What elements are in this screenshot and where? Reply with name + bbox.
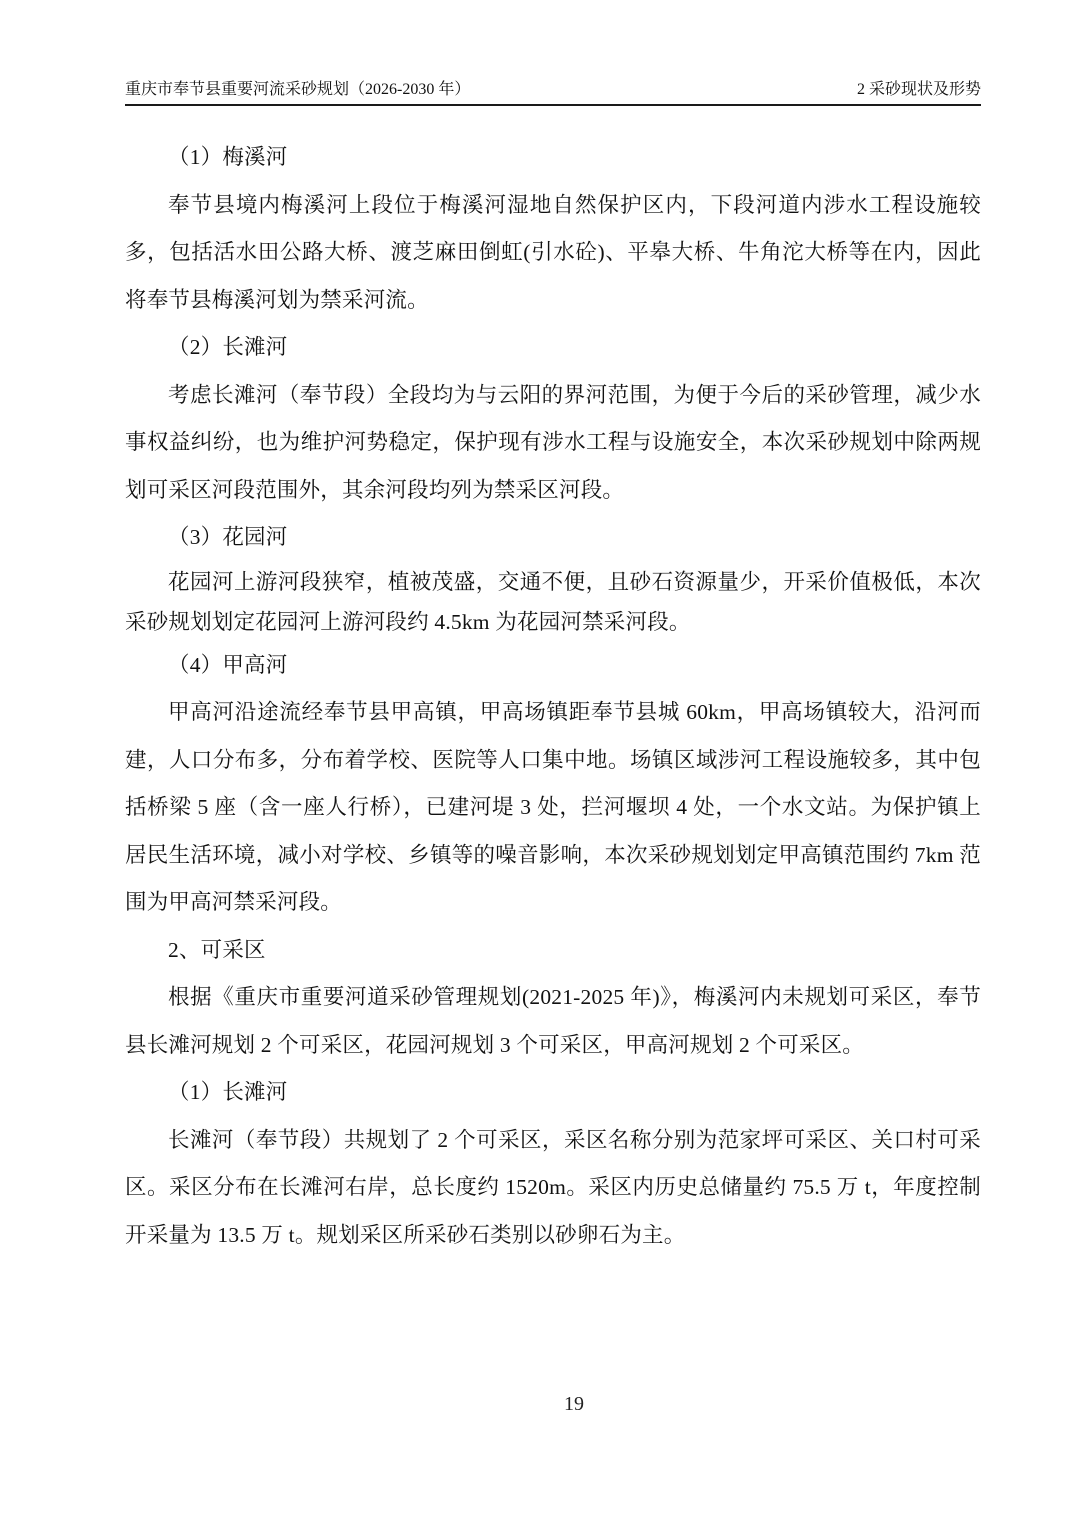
document-body [125, 134, 981, 1259]
header-chapter-title: 2 采砂现状及形势 [856, 81, 981, 98]
subsection-heading-changtan-mineable: （1）长滩河 [168, 1080, 288, 1104]
section-heading-mineable-zones: 2、可采区 [168, 937, 266, 962]
page-number: 19 [564, 1393, 584, 1415]
subsection-heading-meixi-river: （1）梅溪河 [168, 145, 288, 169]
paragraph-huayuan-river: 花园河上游河段狭窄，植被茂盛，交通不便，且砂石资源量少，开采价值极低，本次采砂规划划定花园河上游河段约 4.5km 为花园河禁采河段。 [125, 569, 981, 634]
page-header [125, 80, 981, 106]
paragraph-meixi-river: 奉节县境内梅溪河上段位于梅溪河湿地自然保护区内，下段河道内涉水工程设施较多，包括活水田公路大桥、渡芝麻田倒虹(引水砼)、平皋大桥、牛角沱大桥等在内，因此将奉节县梅溪河划为禁采河流。 [125, 192, 981, 312]
paragraph-jiagao-river: 甲高河沿途流经奉节县甲高镇，甲高场镇距奉节县城 60km，甲高场镇较大，沿河而建，人口分布多，分布着学校、医院等人口集中地。场镇区域涉河工程设施较多，其中包括桥梁 5 座（含一座人行桥），已建河堤 3 处，拦河堰坝 4 处，一个水文站。为保护镇上居民生活环境，减小对学校、乡镇等的噪音影响，本次采砂规划划定甲高镇范围约 7km 范围为甲高河禁采河段。 [125, 700, 981, 914]
paragraph-changtan-mineable: 长滩河（奉节段）共规划了 2 个可采区，采区名称分别为范家坪可采区、关口村可采区。采区分布在长滩河右岸，总长度约 1520m。采区内历史总储量约 75.5 万 t，年度控制开采量为 13.5 万 t。规划采区所采砂石类别以砂卵石为主。 [125, 1127, 981, 1247]
subsection-heading-changtan-river: （2）长滩河 [168, 335, 288, 359]
paragraph-changtan-river: 考虑长滩河（奉节段）全段均为与云阳的界河范围，为便于今后的采砂管理，减少水事权益纠纷，也为维护河势稳定，保护现有涉水工程与设施安全，本次采砂规划中除两规划可采区河段范围外，其余河段均列为禁采区河段。 [125, 382, 981, 502]
header-document-title: 重庆市奉节县重要河流采砂规划（2026-2030 年） [125, 81, 471, 98]
paragraph-mineable-zones-overview: 根据《重庆市重要河道采砂管理规划(2021-2025 年)》，梅溪河内未规划可采区，奉节县长滩河规划 2 个可采区，花园河规划 3 个可采区，甲高河规划 2 个可采区。 [125, 985, 981, 1057]
subsection-heading-jiagao-river: （4）甲高河 [168, 652, 288, 677]
subsection-heading-huayuan-river: （3）花园河 [168, 525, 288, 549]
